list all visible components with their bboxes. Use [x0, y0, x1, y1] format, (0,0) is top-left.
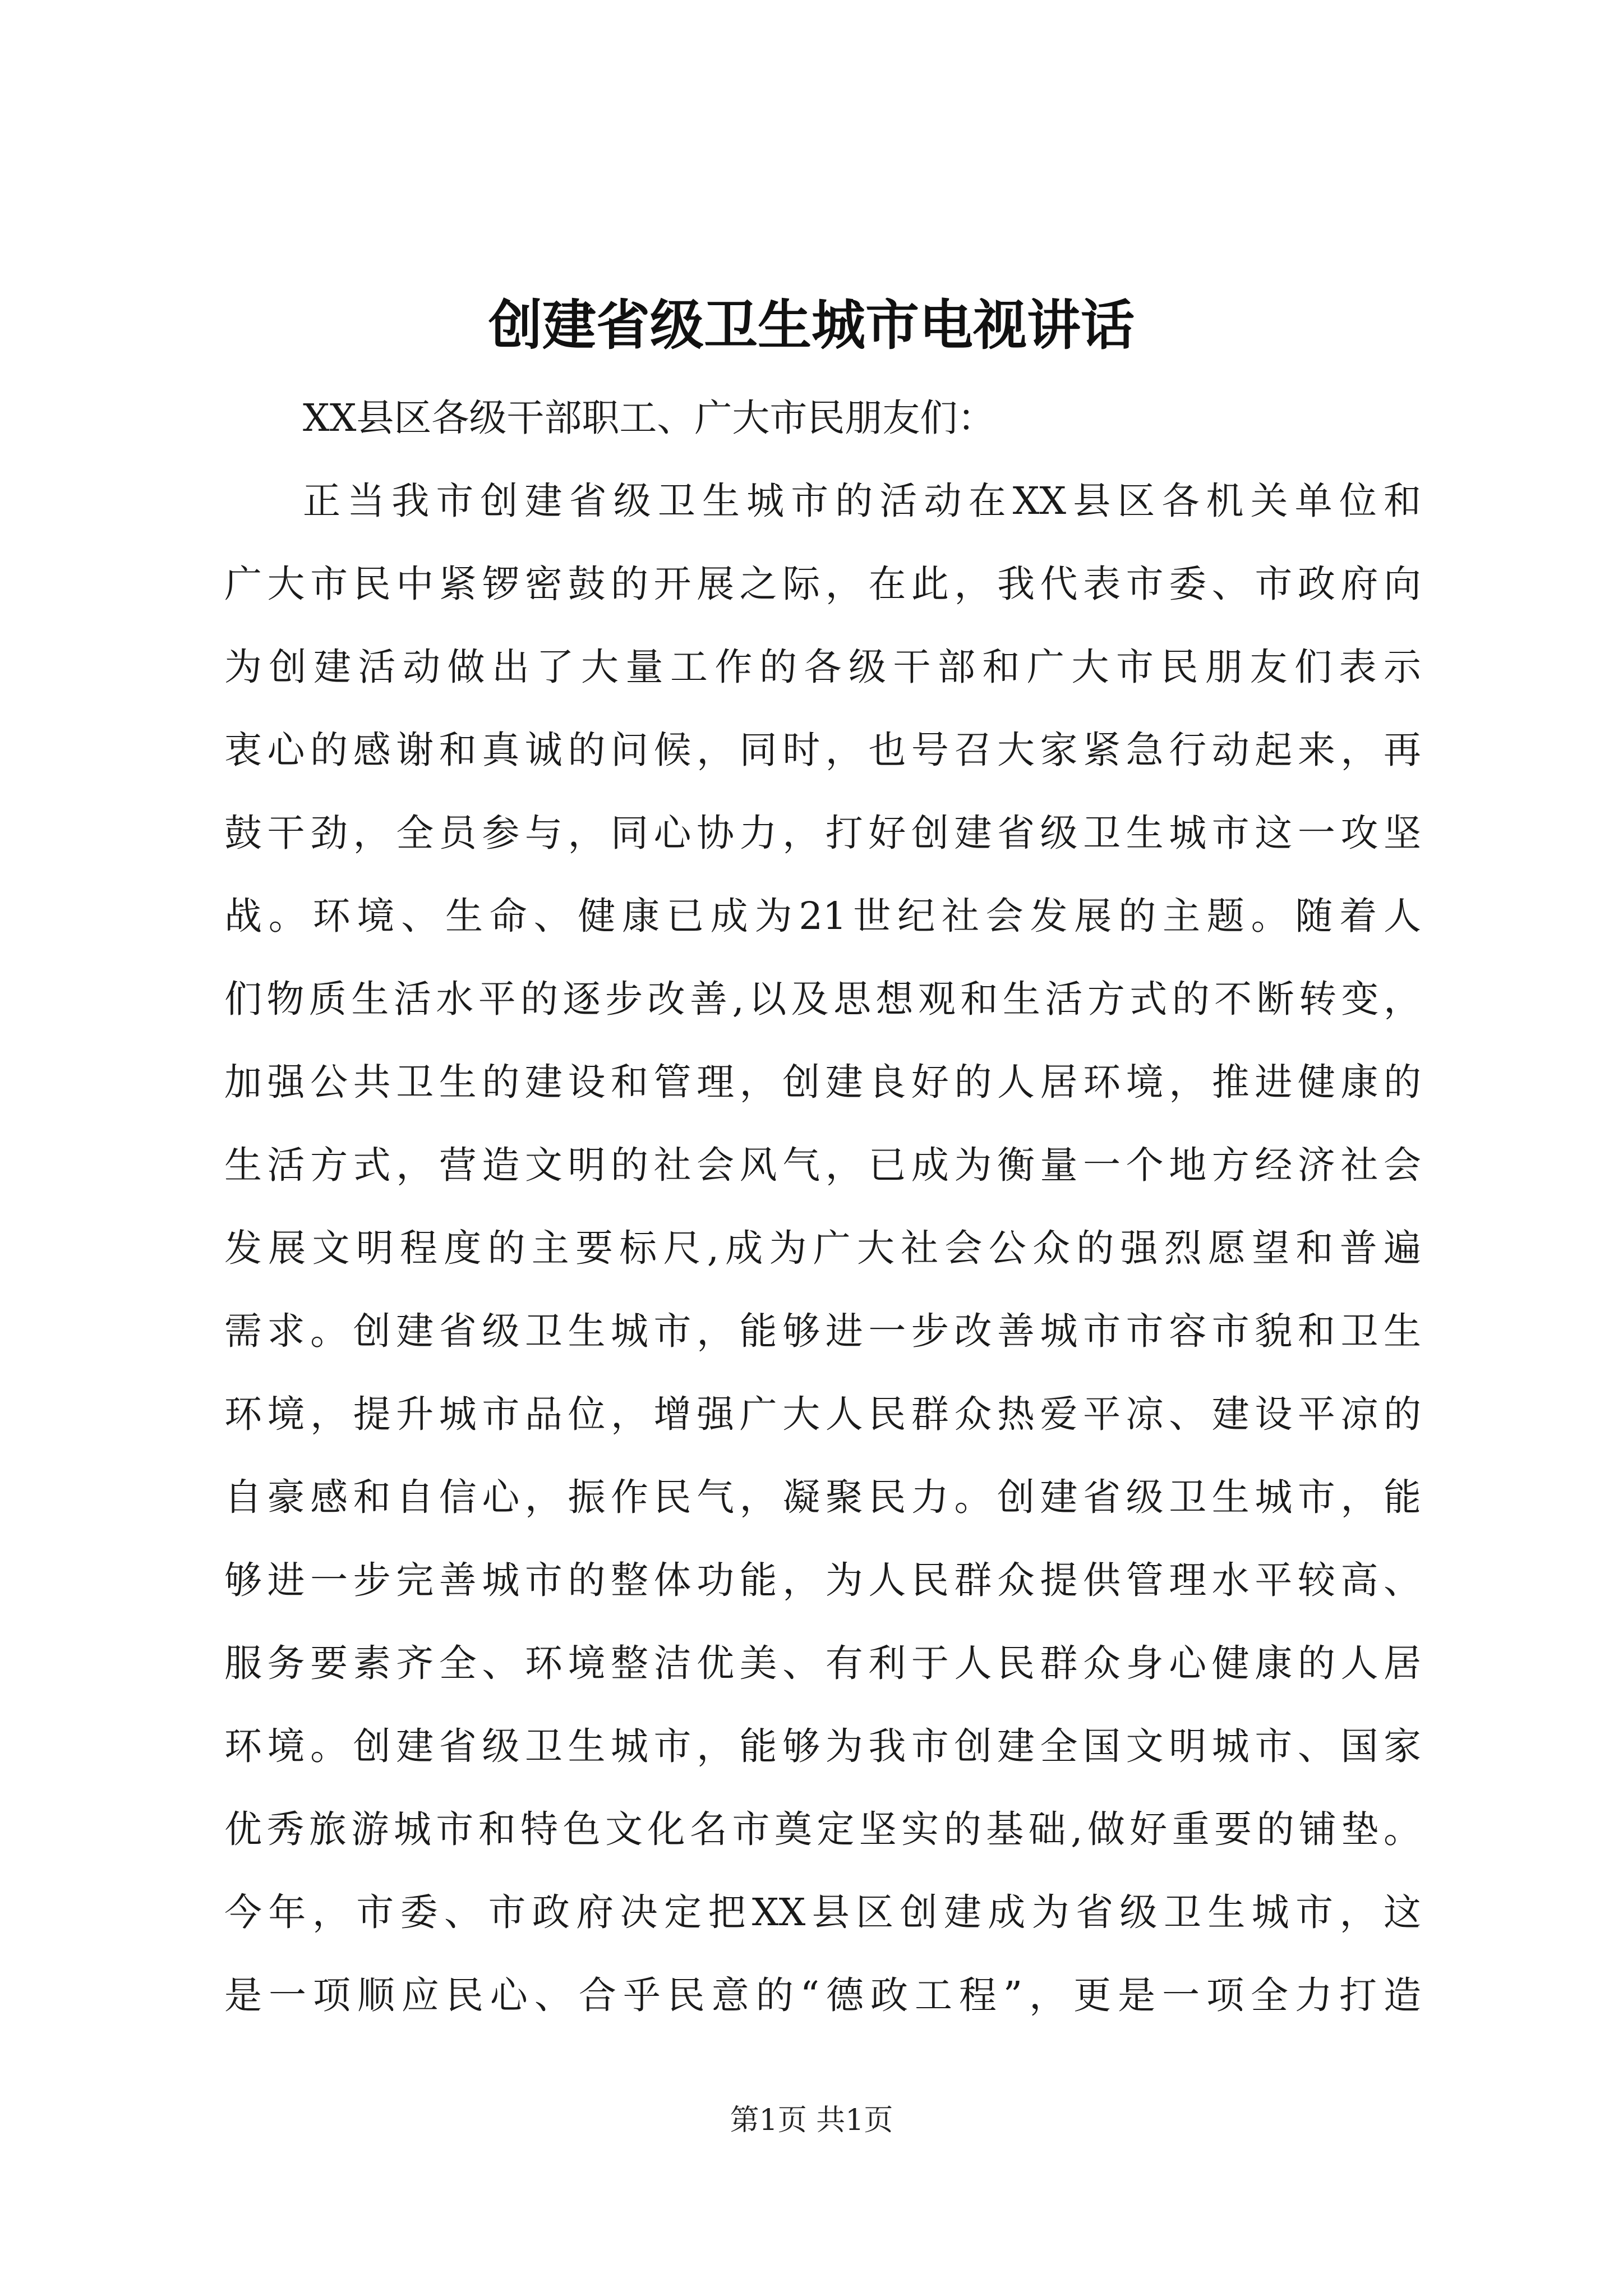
body-line: 发展文明程度的主要标尺,成为广大社会公众的强烈愿望和普遍 — [224, 1226, 1421, 1270]
body-line: 服务要素齐全、环境整洁优美、有利于人民群众身心健康的人居 — [224, 1641, 1421, 1685]
body-line: 今年，市委、市政府决定把XX县区创建成为省级卫生城市，这 — [224, 1890, 1421, 1934]
body-line: 够进一步完善城市的整体功能，为人民群众提供管理水平较高、 — [224, 1558, 1421, 1602]
body-line: 自豪感和自信心，振作民气，凝聚民力。创建省级卫生城市，能 — [224, 1475, 1421, 1519]
body-line: 鼓干劲，全员参与，同心协力，打好创建省级卫生城市这一攻坚 — [224, 811, 1421, 855]
body-line: 衷心的感谢和真诚的问候，同时，也号召大家紧急行动起来，再 — [224, 728, 1421, 772]
page-footer: 第1页 共1页 — [730, 2104, 893, 2137]
greeting-line: XX县区各级干部职工、广大市民朋友们： — [303, 396, 995, 440]
body-line: 加强公共卫生的建设和管理，创建良好的人居环境，推进健康的 — [224, 1060, 1421, 1104]
body-line: 广大市民中紧锣密鼓的开展之际，在此，我代表市委、市政府向 — [224, 562, 1421, 606]
body-line: 环境。创建省级卫生城市，能够为我市创建全国文明城市、国家 — [224, 1724, 1421, 1768]
body-line: 优秀旅游城市和特色文化名市奠定坚实的基础,做好重要的铺垫。 — [224, 1807, 1421, 1851]
body-line: 战。环境、生命、健康已成为21世纪社会发展的主题。随着人 — [224, 894, 1421, 938]
body-line: 们物质生活水平的逐步改善,以及思想观和生活方式的不断转变， — [224, 977, 1421, 1021]
body-line: 正当我市创建省级卫生城市的活动在XX县区各机关单位和 — [303, 479, 1421, 523]
body-line: 生活方式，营造文明的社会风气，已成为衡量一个地方经济社会 — [224, 1143, 1421, 1187]
body-line: 是一项顺应民心、合乎民意的“德政工程”，更是一项全力打造 — [224, 1973, 1421, 2017]
document-title: 创建省级卫生城市电视讲话 — [488, 293, 1135, 357]
body-line: 需求。创建省级卫生城市，能够进一步改善城市市容市貌和卫生 — [224, 1309, 1421, 1353]
body-line: 为创建活动做出了大量工作的各级干部和广大市民朋友们表示 — [224, 645, 1421, 689]
body-line: 环境，提升城市品位，增强广大人民群众热爱平凉、建设平凉的 — [224, 1392, 1421, 1436]
